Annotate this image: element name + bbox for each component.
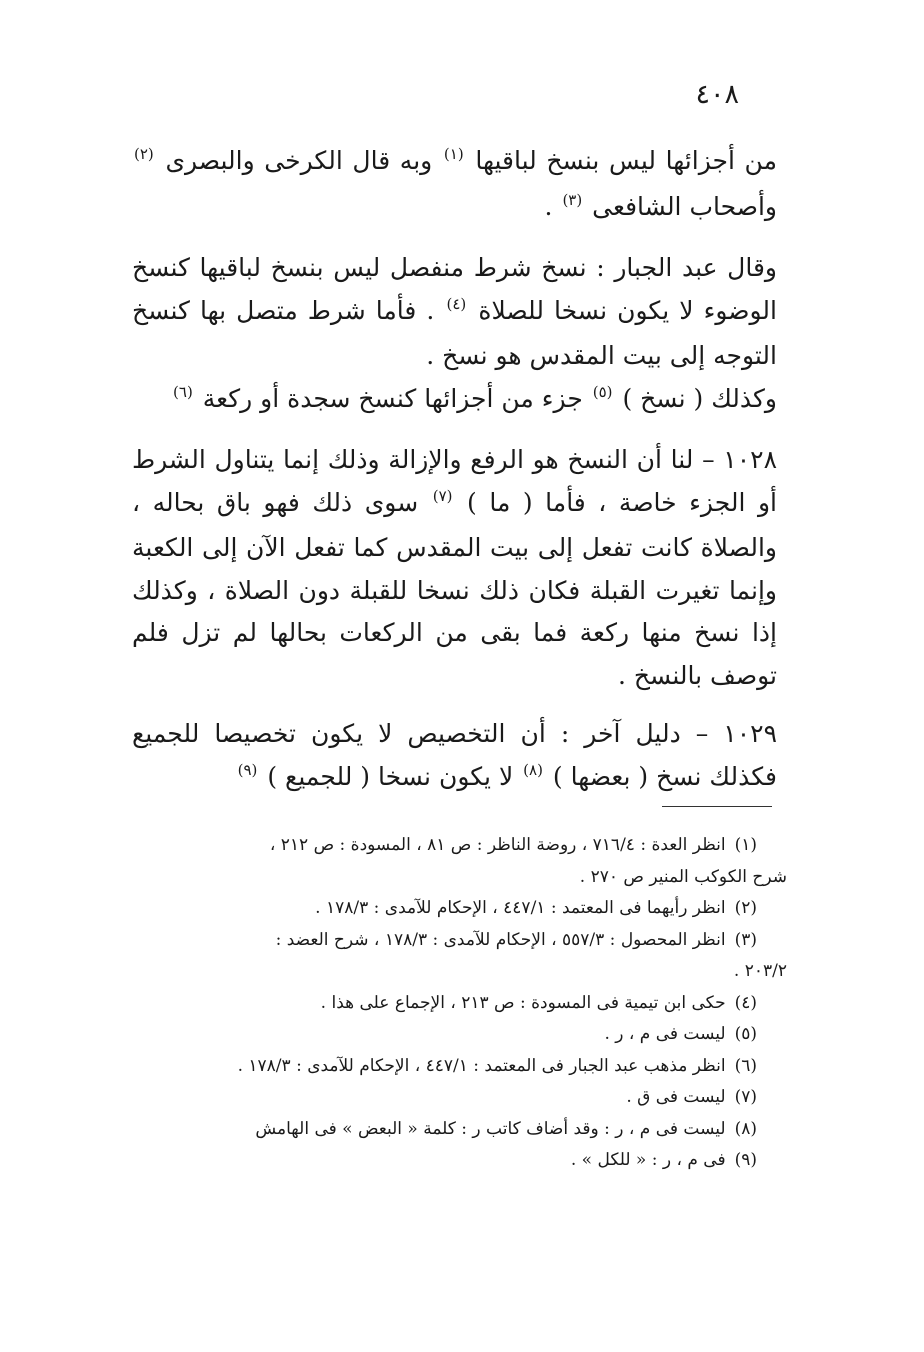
footnote-number: (٦) bbox=[734, 1055, 757, 1076]
footnote-continuation: ٢٠٣/٢ . bbox=[733, 961, 787, 981]
text-run: سوى ذلك فهو باق بحاله ، والصلاة كانت تفعل إلى بيت المقدس كما تفعل الآن إلى الكعبة وإنما تغيرت القبلة فكان ذلك نسخا للقبلة دون الصلاة ، وكذلك إذا نسخ منها ركعة فما بقى من الركعات بحالها لم تزل فلم توصف بالنسخ . bbox=[132, 487, 777, 690]
text-run: وقال عبد الجبار : نسخ شرط منفصل ليس بنسخ لباقيها كنسخ الوضوء لا يكون نسخا للصلاة bbox=[132, 253, 777, 325]
main-text bbox=[132, 140, 777, 801]
paragraph-1 bbox=[132, 140, 777, 231]
footnote-text: فى م ، ر : « للكل » . bbox=[570, 1150, 726, 1170]
footnote bbox=[130, 1051, 787, 1083]
text-run: ١٠٢٩ – دليل آخر : أن التخصيص لا يكون تخصيصا للجميع فكذلك نسخ ( بعضها ) bbox=[132, 719, 777, 791]
paragraph-3 bbox=[132, 378, 777, 424]
footnote-number: (٨) bbox=[734, 1118, 757, 1139]
footnote bbox=[130, 925, 787, 988]
text-run: . فأما شرط متصل بها كنسخ التوجه إلى بيت المقدس هو نسخ . bbox=[132, 295, 777, 370]
footnote bbox=[130, 1145, 787, 1177]
footnote-number: (٩) bbox=[734, 1150, 757, 1170]
footnote bbox=[130, 1114, 787, 1146]
footnote-ref-7: (٧) bbox=[432, 486, 453, 505]
footnote-text: حكى ابن تيمية فى المسودة : ص ٢١٣ ، الإجماع على هذا . bbox=[320, 992, 726, 1013]
footnote-text: انظر رأيهما فى المعتمد : ٤٤٧/١ ، الإحكام للآمدى : ١٧٨/٣ . bbox=[315, 898, 726, 918]
text-run: وأصحاب الشافعى bbox=[592, 191, 777, 221]
footnote-ref-6: (٦) bbox=[173, 382, 193, 401]
text-run: . bbox=[544, 191, 553, 221]
footnote-ref-5: (٥) bbox=[592, 382, 613, 401]
footnote-number: (٣) bbox=[734, 929, 757, 950]
footnote-ref-9: (٩) bbox=[237, 760, 258, 779]
text-run: لا يكون نسخا ( للجميع ) bbox=[267, 761, 514, 791]
footnote-text: ليست فى م ، ر . bbox=[604, 1024, 726, 1044]
paragraph-5 bbox=[132, 713, 777, 801]
footnote-number: (٤) bbox=[734, 992, 757, 1013]
footnote-continuation: شرح الكوكب المنير ص ٢٧٠ . bbox=[579, 866, 787, 887]
footnote bbox=[130, 1082, 787, 1114]
footnote-text: ليست فى م ، ر : وقد أضاف كاتب ر : كلمة « البعض » فى الهامش bbox=[255, 1118, 726, 1139]
footnote-ref-8: (٨) bbox=[523, 760, 543, 779]
text-run: ١٠٢٨ – لنا أن النسخ هو الرفع والإزالة وذلك إنما يتناول الشرط أو الجزء خاصة ، فأما ( ما ) bbox=[132, 445, 777, 517]
footnote-ref-1: (١) bbox=[443, 145, 464, 163]
text-run: وبه قال الكرخى والبصرى bbox=[165, 146, 433, 175]
footnote-number: (٢) bbox=[734, 898, 757, 918]
footnote-text: ليست فى ق . bbox=[626, 1087, 726, 1107]
text-run: وكذلك ( نسخ ) bbox=[622, 383, 777, 413]
paragraph-4 bbox=[132, 439, 777, 697]
footnote-text: انظر العدة : ٧١٦/٤ ، روضة الناظر : ص ٨١ ، المسودة : ص ٢١٢ ، bbox=[269, 835, 726, 855]
footnote-ref-4: (٤) bbox=[446, 294, 467, 313]
footnote bbox=[130, 830, 787, 893]
footnote-divider bbox=[662, 806, 772, 807]
footnote-number: (١) bbox=[734, 835, 757, 855]
footnote-ref-2: (٢) bbox=[134, 145, 154, 163]
footnote-text: انظر المحصول : ٥٥٧/٣ ، الإحكام للآمدى : ١٧٨/٣ ، شرح العضد : bbox=[275, 929, 726, 950]
footnote bbox=[130, 893, 787, 925]
text-run: من أجزائها ليس بنسخ لباقيها bbox=[475, 146, 777, 175]
footnote-text: انظر مذهب عبد الجبار فى المعتمد : ٤٤٧/١ ، الإحكام للآمدى : ١٧٨/٣ . bbox=[237, 1055, 726, 1076]
footnote-ref-3: (٣) bbox=[562, 190, 583, 209]
footnote bbox=[130, 1019, 787, 1051]
footnote-number: (٥) bbox=[734, 1024, 757, 1044]
footnote bbox=[130, 988, 787, 1020]
footnotes bbox=[130, 830, 787, 1177]
text-run: جزء من أجزائها كنسخ سجدة أو ركعة bbox=[202, 383, 583, 413]
footnote-number: (٧) bbox=[734, 1087, 757, 1107]
page-number: ٤٠٨ bbox=[695, 79, 739, 110]
paragraph-2 bbox=[132, 247, 777, 378]
